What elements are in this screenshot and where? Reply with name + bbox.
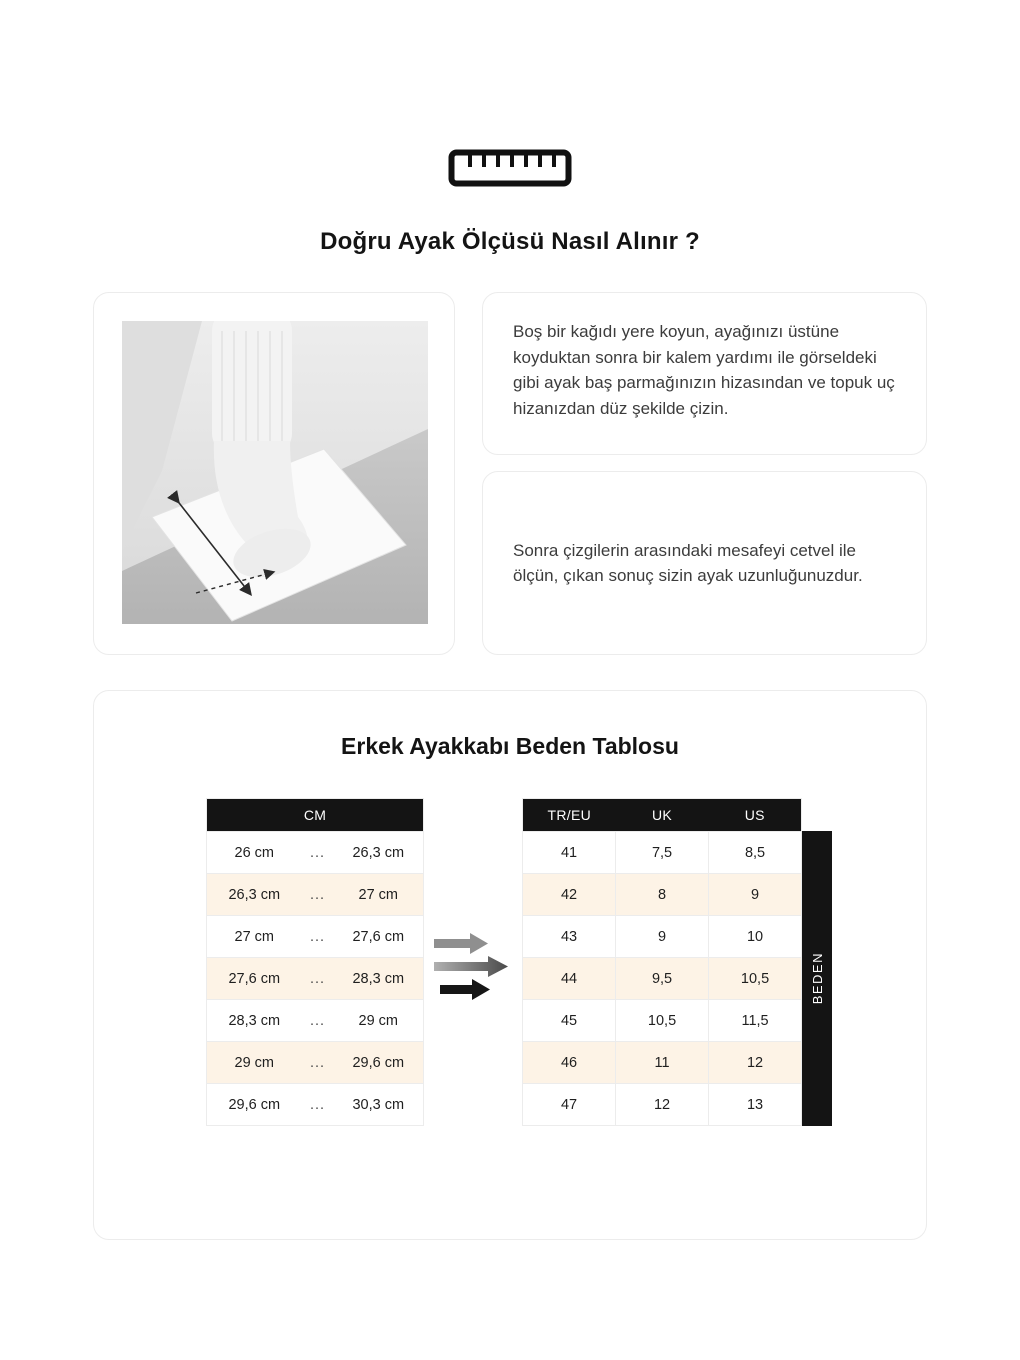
cm-separator: ... [302,916,334,958]
cm-to: 29,6 cm [334,1042,424,1084]
cm-table-header-row [207,799,424,832]
cm-table-row [207,1042,424,1084]
size-us: 10 [709,916,802,958]
size-tr-eu: 41 [523,832,616,874]
cm-to: 30,3 cm [334,1084,424,1126]
size-us: 9 [709,874,802,916]
beden-label-text: BEDEN [809,952,825,1005]
size-us: 11,5 [709,1000,802,1042]
size-us: 13 [709,1084,802,1126]
cm-to: 27,6 cm [334,916,424,958]
how-to-section [0,292,1020,655]
instruction-text-1: Boş bir kağıdı yere koyun, ayağınızı üstüne koyduktan sonra bir kalem yardımı ile görseldeki gibi ayak baş parmağınızın hizasından ve topuk uç hizanızdan düz şekilde çizin. [513,322,895,418]
size-table-title: Erkek Ayakkabı Beden Tablosu [341,733,679,759]
size-tr-eu: 46 [523,1042,616,1084]
cm-from: 29,6 cm [207,1084,302,1126]
cm-to: 29 cm [334,1000,424,1042]
size-tr-eu: 42 [523,874,616,916]
size-table-row [523,1042,802,1084]
size-header-tr-eu: TR/EU [523,799,616,832]
cm-separator: ... [302,832,334,874]
size-us: 8,5 [709,832,802,874]
size-uk: 12 [616,1084,709,1126]
size-tr-eu: 47 [523,1084,616,1126]
cm-to: 27 cm [334,874,424,916]
instruction-card-1 [482,292,927,455]
size-table-row [523,1084,802,1126]
instruction-text-2: Sonra çizgilerin arasındaki mesafeyi cetvel ile ölçün, çıkan sonuç sizin ayak uzunluğunuzdur. [513,540,863,585]
ruler-icon [448,148,572,188]
cm-from: 29 cm [207,1042,302,1084]
cm-table-row [207,1084,424,1126]
page-title: Doğru Ayak Ölçüsü Nasıl Alınır ? [320,228,700,255]
cm-separator: ... [302,1084,334,1126]
cm-table-row [207,916,424,958]
cm-from: 27,6 cm [207,958,302,1000]
size-table-row [523,1000,802,1042]
size-uk: 9 [616,916,709,958]
measurement-image-card [93,292,455,655]
size-header-us: US [709,799,802,832]
size-tr-eu: 45 [523,1000,616,1042]
cm-to: 26,3 cm [334,832,424,874]
size-header-uk: UK [616,799,709,832]
instruction-card-2 [482,471,927,655]
size-uk: 7,5 [616,832,709,874]
cm-table [206,798,424,1126]
size-us: 10,5 [709,958,802,1000]
cm-from: 26,3 cm [207,874,302,916]
size-table-group [522,798,832,1126]
cm-from: 28,3 cm [207,1000,302,1042]
cm-from: 27 cm [207,916,302,958]
cm-separator: ... [302,958,334,1000]
conversion-arrows-icon [434,930,512,1000]
cm-separator: ... [302,1042,334,1084]
cm-table-row [207,832,424,874]
size-tables [94,798,926,1126]
size-tr-eu: 43 [523,916,616,958]
size-tr-eu: 44 [523,958,616,1000]
size-us: 12 [709,1042,802,1084]
size-uk: 9,5 [616,958,709,1000]
size-table [522,798,802,1126]
size-uk: 8 [616,874,709,916]
cm-table-header: CM [207,799,424,832]
instruction-column [482,292,927,655]
size-table-row [523,874,802,916]
beden-label [802,831,832,1126]
size-table-card [93,690,927,1240]
cm-table-row [207,1000,424,1042]
size-table-row [523,832,802,874]
cm-table-row [207,958,424,1000]
foot-measurement-image [122,321,428,624]
size-table-row [523,916,802,958]
size-uk: 10,5 [616,1000,709,1042]
cm-separator: ... [302,874,334,916]
size-table-row [523,958,802,1000]
cm-to: 28,3 cm [334,958,424,1000]
cm-table-row [207,874,424,916]
size-table-header-row [523,799,802,832]
cm-separator: ... [302,1000,334,1042]
size-uk: 11 [616,1042,709,1084]
cm-from: 26 cm [207,832,302,874]
